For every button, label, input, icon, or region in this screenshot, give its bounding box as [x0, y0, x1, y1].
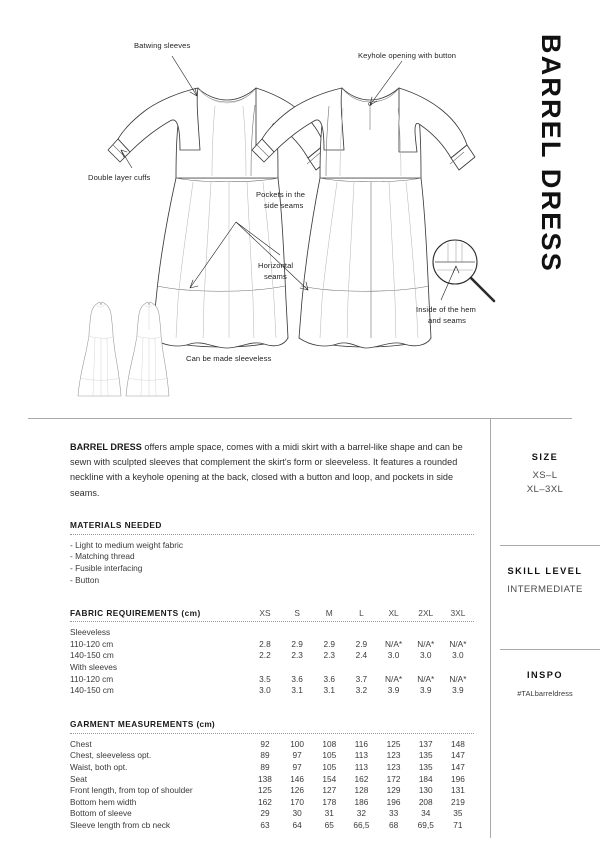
cell-value: 3.0 — [387, 650, 400, 661]
cell-value: 3.7 — [355, 673, 368, 684]
cell-value: 162 — [258, 796, 272, 807]
list-item: - Light to medium weight fabric — [70, 539, 183, 550]
cell-value: 3.1 — [291, 685, 303, 696]
size-header: 3XL — [450, 608, 466, 619]
cell-value: 34 — [421, 808, 431, 819]
cell-value: 3.9 — [452, 685, 464, 696]
row-label: Waist, both opt. — [70, 761, 128, 772]
cell-value: 123 — [386, 761, 401, 772]
garment-heading: GARMENT MEASUREMENTS — [70, 718, 194, 729]
cell-value: 2.2 — [259, 650, 271, 661]
sidebar-skill-block — [490, 566, 600, 597]
intro-body: offers ample space, comes with a midi skirt with a barrel-like shape and can be sewn with sculpted sleeves that complement the skirt's form or sleeveless. It features a rounded neckline with a keyhole opening at the back, closed with a button and loop, and pockets in side seams. — [70, 442, 463, 498]
row-label: Chest — [70, 738, 92, 749]
cell-value: 31 — [324, 808, 334, 819]
cell-value: 125 — [386, 738, 401, 749]
table-row — [70, 774, 474, 786]
cell-value: 3.6 — [323, 673, 336, 684]
cell-value: 3.9 — [387, 685, 400, 696]
technical-illustration — [0, 0, 600, 418]
callout-batwing-sleeves: Batwing sleeves — [134, 41, 191, 50]
sidebar-rule-2 — [500, 649, 600, 650]
table-row — [70, 785, 474, 797]
fabric-unit: (cm) — [181, 608, 201, 619]
callout-pockets-line2: side seams — [264, 201, 304, 210]
cell-value: 135 — [418, 750, 433, 761]
cell-value: N/A* — [417, 638, 435, 649]
cell-value: 178 — [322, 796, 337, 807]
table-row — [70, 750, 474, 762]
cell-value: 196 — [386, 796, 401, 807]
table-row — [70, 808, 474, 820]
cell-value: 170 — [290, 796, 305, 807]
cell-value: 66,5 — [353, 819, 370, 830]
cell-value: 3.0 — [259, 685, 271, 696]
cell-value: 3.5 — [259, 673, 271, 684]
callout-horizontal-line1: Horizontal — [258, 261, 294, 270]
size-title: SIZE — [531, 452, 559, 462]
cell-value: 3.6 — [291, 673, 303, 684]
cell-value: 30 — [292, 808, 302, 819]
cell-value: 2.3 — [291, 650, 303, 661]
list-item: - Button — [70, 574, 100, 585]
page-title-vertical — [516, 28, 580, 328]
cell-value: N/A* — [417, 673, 435, 684]
cell-value: 3.0 — [419, 650, 432, 661]
cell-value: N/A* — [449, 673, 467, 684]
table-row — [70, 762, 474, 774]
fabric-heading: FABRIC REQUIREMENTS — [70, 608, 179, 619]
size-header: L — [359, 608, 364, 619]
callout-keyhole-opening: Keyhole opening with button — [358, 51, 457, 60]
fabric-rule — [70, 621, 474, 622]
cell-value: N/A* — [449, 638, 467, 649]
row-label: 140-150 cm — [70, 650, 114, 661]
list-item: - Matching thread — [70, 551, 135, 562]
table-row — [70, 820, 474, 832]
cell-value: 2.8 — [259, 638, 271, 649]
size-value: XS–L — [532, 470, 558, 481]
row-label: 110-120 cm — [70, 673, 114, 684]
cell-value: N/A* — [385, 673, 403, 684]
row-label: Bottom hem width — [70, 796, 137, 807]
cell-value: 2.9 — [355, 638, 368, 649]
table-row — [70, 739, 474, 751]
cell-value: 184 — [418, 773, 433, 784]
cell-value: 89 — [260, 750, 270, 761]
row-label: Seat — [70, 773, 88, 784]
skill-level-value: INTERMEDIATE — [507, 584, 583, 595]
inspo-hashtag: #TALbarreldress — [517, 689, 573, 698]
skill-level-title: SKILL LEVEL — [507, 566, 583, 576]
table-header-row — [70, 608, 474, 621]
cell-value: 2.3 — [323, 650, 336, 661]
cell-value: 2.4 — [355, 650, 368, 661]
table-row — [70, 797, 474, 809]
cell-value: 113 — [354, 750, 369, 761]
cell-value: 69,5 — [417, 819, 434, 830]
cell-value: 113 — [354, 761, 369, 772]
leader-batwing — [172, 56, 197, 96]
cell-value: 116 — [354, 738, 369, 749]
cell-value: 108 — [322, 738, 337, 749]
size-header: XS — [259, 608, 271, 619]
table-row — [70, 662, 474, 674]
cell-value: 127 — [322, 785, 337, 796]
cell-value: 147 — [450, 750, 465, 761]
cell-value: 123 — [386, 750, 401, 761]
cell-value: 135 — [418, 761, 433, 772]
garment-measurements-section — [70, 719, 474, 832]
cell-value: 33 — [388, 808, 399, 819]
callout-horizontal-line2: seams — [264, 272, 287, 281]
group-label: Sleeveless — [70, 627, 111, 638]
cell-value: 137 — [418, 738, 433, 749]
materials-list — [70, 540, 474, 586]
cell-value: 128 — [354, 785, 369, 796]
sidebar-rule-1 — [500, 545, 600, 546]
cell-value: 196 — [450, 773, 465, 784]
fabric-requirements-table — [70, 608, 474, 697]
cell-value: 2.9 — [291, 638, 303, 649]
cell-value: 154 — [322, 773, 337, 784]
row-label: Sleeve length from cb neck — [70, 819, 171, 830]
garment-heading-wrap — [70, 719, 474, 729]
cell-value: 105 — [322, 761, 337, 772]
cell-value: 172 — [386, 773, 401, 784]
cell-value: 3.1 — [323, 685, 336, 696]
cell-value: 2.9 — [323, 638, 336, 649]
intro-paragraph — [70, 440, 474, 501]
garment-measurements-table — [70, 739, 474, 832]
cell-value: 186 — [354, 796, 369, 807]
cell-value: 208 — [418, 796, 433, 807]
row-label: 140-150 cm — [70, 685, 114, 696]
cell-value: 63 — [260, 819, 270, 830]
size-header: 2XL — [418, 608, 434, 619]
sidebar-inspo-block — [490, 670, 600, 701]
size-header: S — [294, 608, 300, 619]
garment-rule — [70, 733, 474, 734]
row-label: Chest, sleeveless opt. — [70, 750, 152, 761]
materials-heading: MATERIALS NEEDED — [70, 519, 162, 530]
size-value: XL–3XL — [526, 483, 564, 495]
cell-value: 138 — [258, 773, 272, 784]
cell-value: 162 — [354, 773, 369, 784]
callout-pockets-line1: Pockets in the — [256, 190, 306, 199]
cell-value: 3.0 — [452, 650, 464, 661]
cell-value: 130 — [418, 785, 433, 796]
cell-value: 146 — [290, 773, 305, 784]
list-item: - Fusible interfacing — [70, 563, 143, 573]
cell-value: 129 — [386, 785, 401, 796]
cell-value: 97 — [292, 750, 302, 761]
materials-section — [70, 520, 474, 586]
callout-double-layer-cuffs: Double layer cuffs — [88, 173, 151, 182]
callout-can-be-sleeveless: Can be made sleeveless — [186, 354, 272, 363]
callout-inside-hem-line1: Inside of the hem — [416, 305, 476, 314]
table-row — [70, 650, 474, 662]
table-row — [70, 685, 474, 697]
callout-inside-hem-line2: and seams — [428, 316, 467, 325]
cell-value: 3.9 — [419, 685, 432, 696]
magnifier-detail — [433, 240, 494, 301]
group-label: With sleeves — [70, 661, 118, 672]
garment-unit: (cm) — [196, 718, 215, 729]
table-row — [70, 639, 474, 651]
row-label: Front length, from top of shoulder — [70, 785, 193, 796]
cell-value: 105 — [322, 750, 337, 761]
cell-value: N/A* — [385, 638, 403, 649]
cell-value: 100 — [290, 738, 305, 749]
cell-value: 131 — [450, 785, 465, 796]
cell-value: 125 — [258, 785, 272, 796]
cell-value: 97 — [292, 761, 302, 772]
cell-value: 147 — [450, 761, 465, 772]
fabric-requirements-section — [70, 608, 474, 697]
cell-value: 64 — [292, 819, 302, 830]
info-sidebar — [490, 418, 600, 838]
row-label: 110-120 cm — [70, 638, 114, 649]
cell-value: 65 — [324, 819, 334, 830]
cell-value: 32 — [356, 808, 367, 819]
page-title: BARREL DRESS — [536, 34, 566, 273]
intro-lead: BARREL DRESS — [70, 442, 142, 452]
mini-sleeveless-front — [78, 302, 121, 396]
materials-rule — [70, 534, 474, 535]
cell-value: 35 — [453, 808, 463, 819]
size-header: XL — [388, 608, 399, 619]
cell-value: 71 — [453, 819, 463, 830]
table-row — [70, 674, 474, 686]
cell-value: 92 — [260, 738, 270, 749]
table-row — [70, 627, 474, 639]
cell-value: 219 — [450, 796, 465, 807]
sidebar-size-block — [490, 452, 600, 496]
cell-value: 89 — [260, 761, 270, 772]
inspo-title: INSPO — [526, 670, 564, 680]
fabric-heading-cell — [70, 608, 249, 621]
content-column — [70, 440, 474, 832]
cell-value: 126 — [290, 785, 305, 796]
cell-value: 148 — [450, 738, 465, 749]
row-label: Bottom of sleeve — [70, 808, 132, 819]
cell-value: 29 — [260, 808, 270, 819]
size-header: M — [325, 608, 333, 619]
cell-value: 3.2 — [355, 685, 368, 696]
cell-value: 68 — [388, 819, 399, 830]
